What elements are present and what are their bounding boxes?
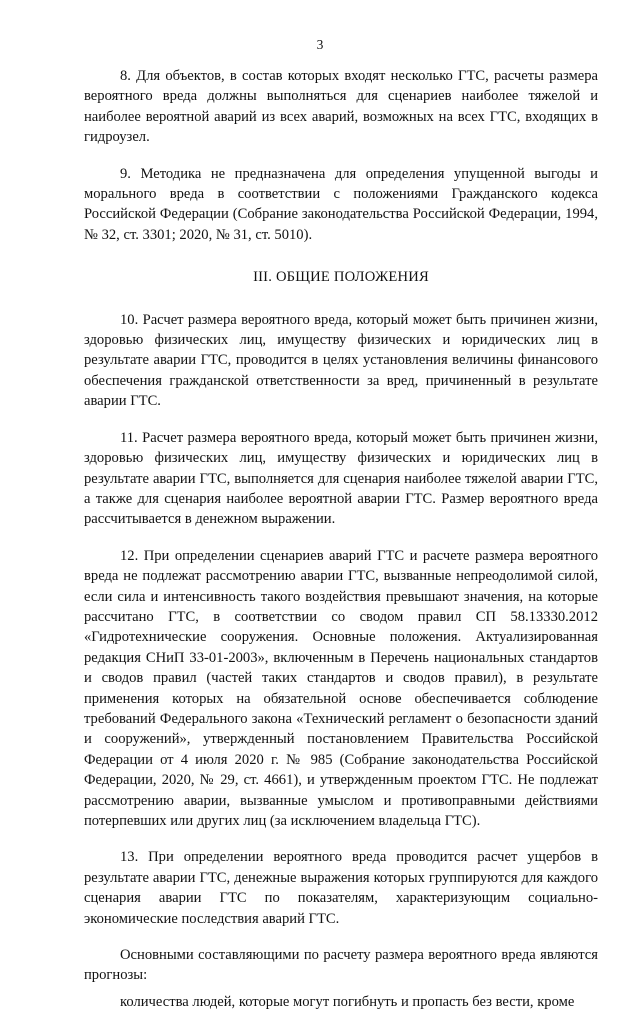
- page-number: 3: [316, 37, 324, 52]
- paragraph-10: 10. Расчет размера вероятного вреда, который может быть причинен жизни, здоровью физических лиц, имуществу физических и юридических лиц в результате аварии ГТС, проводится в целях установления величины финансового обеспечения гражданской ответственности за вред, причиненный в результате аварии ГТС.: [84, 311, 598, 410]
- paragraph-11: 11. Расчет размера вероятного вреда, который может быть причинен жизни, здоровью физических лиц, имуществу физических и юридических лиц в результате аварии ГТС, выполняется для сценария наиболее тяжелой аварии ГТС, а также для сценария наиболее вероятной аварии ГТС. Размер вероятного вреда рассчитывается в денежном выражении.: [84, 429, 598, 528]
- paragraph-13: 13. При определении вероятного вреда проводится расчет ущербов в результате аварии ГТС, денежные выражения которых группируются для каждого сценария аварии ГТС по показателям, характеризующим социально-экономические последствия аварий ГТС.: [84, 849, 598, 927]
- body-text: [84, 66, 598, 1012]
- paragraph-12: 12. При определении сценариев аварий ГТС и расчете размера вероятного вреда не подлежат рассмотрению аварии ГТС, вызванные непреодолимой силой, если сила и интенсивность такого воздействия превышают значения, на которые рассчитано ГТС, в соответствии со сводом правил СП 58.13330.2012 «Гидротехнические сооружения. Основные положения. Актуализированная редакция СНиП 33-01-2003», включенным в Перечень национальных стандартов и сводов правил (частей таких стандартов и сводов правил), в результате применения которых на обязательной основе обеспечивается соблюдение требований Федерального закона «Технический регламент о безопасности зданий и сооружений», утвержденный постановлением Правительства Российской Федерации от 4 июля 2020 г. № 985 (Собрание законодательства Российской Федерации, 2020, № 29, ст. 4661), и утвержденным проектом ГТС. Не подлежат рассмотрению аварии, вызванные умыслом и противоправными действиями потерпевших или других лиц (за исключением владельца ГТС).: [84, 547, 598, 829]
- paragraph-8: 8. Для объектов, в состав которых входят несколько ГТС, расчеты размера вероятного вреда должны выполняться для сценариев наиболее тяжелой и наиболее вероятной аварий из всех аварий, возможных на всех ГТС, входящих в гидроузел.: [84, 68, 598, 146]
- paragraph-forecasts-intro: Основными составляющими по расчету размера вероятного вреда являются прогнозы:: [84, 947, 598, 984]
- paragraph-9: 9. Методика не предназначена для определения упущенной выгоды и морального вреда в соответствии с положениями Гражданского кодекса Российской Федерации (Собрание законодательства Российской Федерации, 1994, № 32, ст. 3301; 2020, № 31, ст. 5010).: [84, 165, 598, 243]
- paragraph-forecast-item: количества людей, которые могут погибнуть и пропасть без вести, кроме: [120, 993, 575, 1010]
- section-heading: III. ОБЩИЕ ПОЛОЖЕНИЯ: [253, 269, 429, 286]
